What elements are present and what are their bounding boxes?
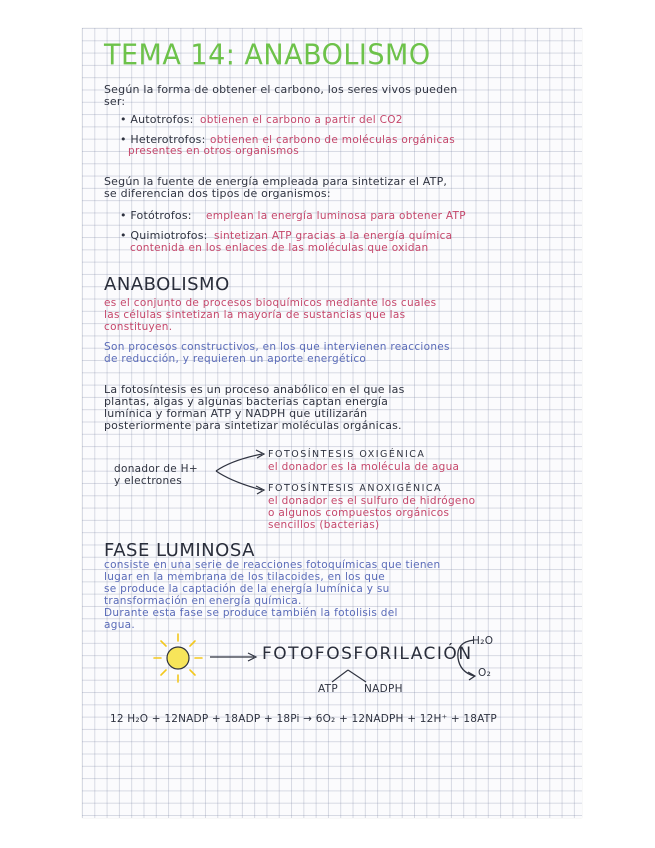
intro2-lead-line-1: Según la fuente de energía empleada para sintetizar el ATP,	[104, 175, 448, 188]
bullet-fototrofos: • Fotótrofos:	[120, 209, 192, 222]
fotosintesis-line-3: lumínica y forman ATP y NADPH que utilizarán	[104, 407, 368, 420]
fase-line-4: transformación en energía química.	[104, 595, 302, 607]
page-title: TEMA 14: ANABOLISMO	[104, 39, 431, 72]
atp-label: ATP	[318, 683, 339, 695]
desc-heterotrofos-line-2: presentes en otros organismos	[128, 145, 300, 157]
fase-line-3: se produce la captación de la energía lumínica y su	[104, 583, 390, 595]
nadph-label: NADPH	[364, 683, 403, 695]
term-fototrofos: Fotótrofos	[130, 209, 188, 222]
desc-fototrofos: emplean la energía luminosa para obtener ATP	[206, 210, 466, 222]
o2-label: O₂	[478, 667, 492, 679]
desc-heterotrofos-line-1: obtienen el carbono de moléculas orgánicas	[210, 134, 456, 146]
branch2-desc-line-1: el donador es el sulfuro de hidrógeno	[268, 495, 476, 507]
fase-line-2: lugar en la membrana de los tilacoides, en los que	[104, 571, 385, 583]
branch2-desc-line-3: sencillos (bacterias)	[268, 519, 380, 531]
desc-autotrofos: obtienen el carbono a partir del CO2	[200, 114, 403, 126]
fase-line-1: consiste en una serie de reacciones fotoquímicas que tienen	[104, 559, 441, 571]
h2o-label: H₂O	[472, 635, 494, 647]
fase-line-5: Durante esta fase se produce también la fotolisis del	[104, 607, 398, 619]
anabolismo-def-line-3: constituyen.	[104, 321, 173, 333]
anabolismo-extra-line-2: de reducción, y requieren un aporte energético	[104, 353, 367, 365]
intro1-lead-line-2: ser:	[104, 95, 126, 108]
fotosintesis-line-4: posteriormente para sintetizar moléculas orgánicas.	[104, 419, 402, 432]
term-autotrofos: Autotrofos	[130, 113, 190, 126]
branch2-desc-line-2: o algunos compuestos orgánicos	[268, 507, 450, 519]
anabolismo-heading: ANABOLISMO	[104, 274, 230, 295]
intro2-lead-line-2: se diferencian dos tipos de organismos:	[104, 187, 331, 200]
branch1-desc: el donador es la molécula de agua	[268, 461, 460, 473]
donor-line-1: donador de H+	[114, 463, 198, 475]
branch2-title: FOTOSÍNTESIS ANOXIGÉNICA	[268, 483, 443, 494]
bullet-heterotrofos: • Heterotrofos:	[120, 133, 206, 146]
term-quimiotrofos: Quimiotrofos	[130, 229, 204, 242]
donor-line-2: y electrones	[114, 475, 182, 487]
branch-arrows	[212, 446, 272, 496]
fotosintesis-line-1: La fotosíntesis es un proceso anabólico en el que las	[104, 383, 405, 396]
photosynthesis-equation: 12 H₂O + 12NADP + 18ADP + 18Pi → 6O₂ + 12NADPH + 12H⁺ + 18ATP	[110, 713, 497, 725]
term-heterotrofos: Heterotrofos	[130, 133, 202, 146]
anabolismo-def-line-1: es el conjunto de procesos bioquímicos mediante los cuales	[104, 297, 437, 309]
desc-quimiotrofos-line-1: sintetizan ATP gracias a la energía química	[214, 230, 453, 242]
grid-paper-sheet	[82, 28, 582, 818]
fotosintesis-line-2: plantas, algas y algunas bacterias captan energía	[104, 395, 389, 408]
fase-line-6: agua.	[104, 619, 136, 631]
bullet-quimiotrofos: • Quimiotrofos:	[120, 229, 208, 242]
bullet-autotrofos: • Autotrofos:	[120, 113, 194, 126]
fotofosforilacion-label: FOTOFOSFORILACIÓN	[262, 644, 473, 664]
intro1-lead-line-1: Según la forma de obtener el carbono, los seres vivos pueden	[104, 83, 458, 96]
anabolismo-extra-line-1: Son procesos constructivos, en los que intervienen reacciones	[104, 341, 450, 353]
sun-icon	[148, 630, 208, 686]
anabolismo-def-line-2: las células sintetizan la mayoría de sustancias que las	[104, 309, 406, 321]
branch1-title: FOTOSÍNTESIS OXIGÉNICA	[268, 449, 426, 460]
fase-heading: FASE LUMINOSA	[104, 540, 255, 561]
desc-quimiotrofos-line-2: contenida en los enlaces de las moléculas que oxidan	[130, 242, 429, 254]
sun-arrow	[210, 651, 258, 663]
